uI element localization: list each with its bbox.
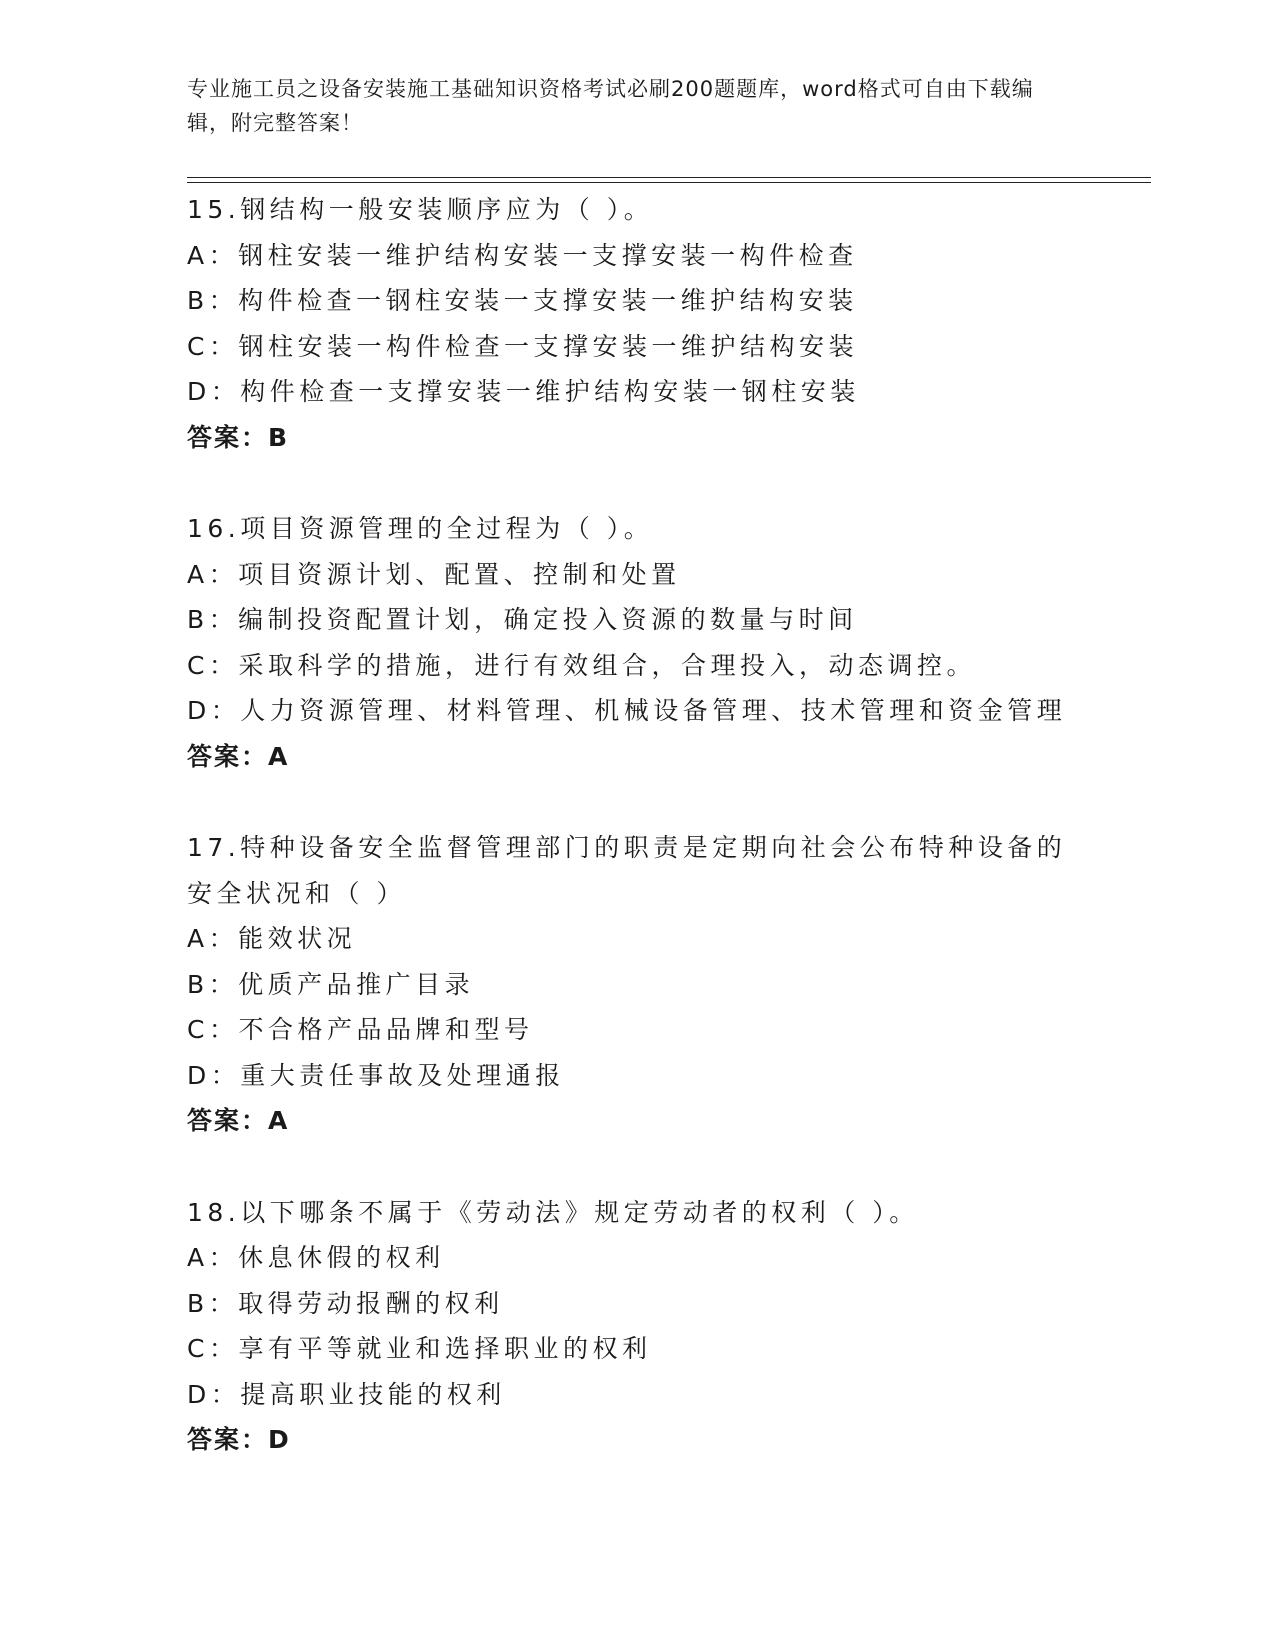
option-b: B：构件检查一钢柱安装一支撑安装一维护结构安装 [187,286,858,315]
question-stem: 15.钢结构一般安装顺序应为（ ）。 [187,195,654,224]
option-b: B：取得劳动报酬的权利 [187,1288,504,1318]
question-list [187,187,1077,1509]
option-c: C：不合格产品品牌和型号 [187,1015,534,1044]
answer-line: 答案：D [187,1425,291,1454]
answer-line: 答案：A [187,741,290,771]
option-c: C：采取科学的措施，进行有效组合，合理投入，动态调控。 [187,650,976,680]
question-18 [187,1190,1077,1463]
option-a: A：钢柱安装一维护结构安装一支撑安装一构件检查 [187,240,858,270]
answer-line: 答案：B [187,422,290,452]
option-a: A：能效状况 [187,924,357,953]
question-stem: 17.特种设备安全监督管理部门的职责是定期向社会公布特种设备的安全状况和（ ） [187,833,1067,908]
header-divider-top [187,177,1151,178]
option-d: D：构件检查一支撑安装一维护结构安装一钢柱安装 [187,377,860,406]
option-b: B：优质产品推广目录 [187,969,475,999]
option-d: D：人力资源管理、材料管理、机械设备管理、技术管理和资金管理 [187,696,1067,725]
answer-line: 答案：A [187,1106,290,1135]
option-c: C：钢柱安装一构件检查一支撑安装一维护结构安装 [187,331,858,361]
question-stem: 18.以下哪条不属于《劳动法》规定劳动者的权利（ ）。 [187,1197,919,1227]
question-stem: 16.项目资源管理的全过程为（ ）。 [187,514,654,543]
document-header: 专业施工员之设备安装施工基础知识资格考试必刷200题题库，word格式可自由下载编辑，附完整答案！ [187,77,1034,135]
question-17 [187,825,1077,1144]
option-c: C：享有平等就业和选择职业的权利 [187,1334,652,1363]
option-d: D：提高职业技能的权利 [187,1379,506,1409]
option-a: A：休息休假的权利 [187,1243,445,1272]
option-d: D：重大责任事故及处理通报 [187,1060,565,1090]
option-a: A：项目资源计划、配置、控制和处置 [187,559,681,589]
question-16 [187,506,1077,779]
question-15 [187,187,1077,460]
header-divider-bottom [187,182,1151,183]
option-b: B：编制投资配置计划，确定投入资源的数量与时间 [187,605,858,634]
